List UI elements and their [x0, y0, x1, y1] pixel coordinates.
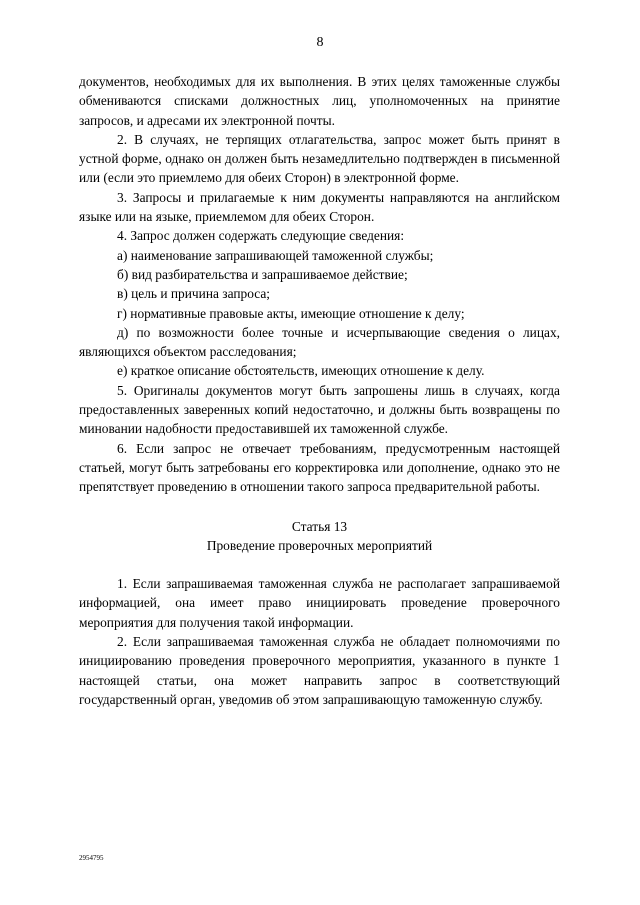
paragraph-item-5: 5. Оригиналы документов могут быть запрошены лишь в случаях, когда предоставленных заверенных копий недостаточно, и должны быть возвращены по миновании надобности предоставившей их таможенной службе.	[79, 382, 560, 437]
page-number: 8	[316, 35, 324, 50]
article-paragraph-1: 1. Если запрашиваемая таможенная служба не располагает запрашиваемой информацией, она имеет право инициировать проведение проверочного мероприятия для получения такой информации.	[79, 576, 560, 630]
list-item-a: а) наименование запрашивающей таможенной службы;	[117, 247, 434, 263]
list-item-g: г) нормативные правовые акты, имеющие отношение к делу;	[117, 305, 465, 321]
article-body	[79, 574, 560, 709]
article-heading	[79, 517, 560, 556]
list-item-e: е) краткое описание обстоятельств, имеющих отношение к делу.	[117, 363, 485, 379]
list-item-v: в) цель и причина запроса;	[117, 286, 270, 302]
document-code: 2954795	[79, 854, 104, 862]
article-title: Проведение проверочных мероприятий	[206, 537, 433, 553]
paragraph-item-2: 2. В случаях, не терпящих отлагательства, запрос может быть принят в устной форме, однако он должен быть незамедлительно подтвержден в письменной или (если это приемлемо для обеих Сторон) в электронной форме.	[79, 131, 560, 186]
article-number: Статья 13	[291, 518, 348, 534]
paragraph-item-3: 3. Запросы и прилагаемые к ним документы направляются на английском языке или на языке, приемлемом для обеих Сторон.	[79, 189, 560, 225]
list-item-b: б) вид разбирательства и запрашиваемое действие;	[117, 266, 408, 282]
document-body	[79, 72, 560, 709]
paragraph-item-6: 6. Если запрос не отвечает требованиям, предусмотренным настоящей статьей, могут быть затребованы его корректировка или дополнение, однако это не препятствует проведению в отношении такого запроса предварительной работы.	[79, 440, 560, 495]
paragraph-item-4: 4. Запрос должен содержать следующие сведения:	[117, 228, 405, 244]
article-paragraph-2: 2. Если запрашиваемая таможенная служба не обладает полномочиями по инициированию проведения проверочного мероприятия, указанного в пункте 1 настоящей статьи, она может направить запрос в соответствующий государственный орган, уведомив об этом запрашивающую таможенную службу.	[79, 634, 560, 707]
paragraph-continuation: документов, необходимых для их выполнения. В этих целях таможенные службы обмениваются списками должностных лиц, уполномоченных на принятие запросов, и адресами их электронной почты.	[79, 74, 560, 128]
list-item-d: д) по возможности более точные и исчерпывающие сведения о лицах, являющихся объектом расследования;	[79, 324, 560, 360]
